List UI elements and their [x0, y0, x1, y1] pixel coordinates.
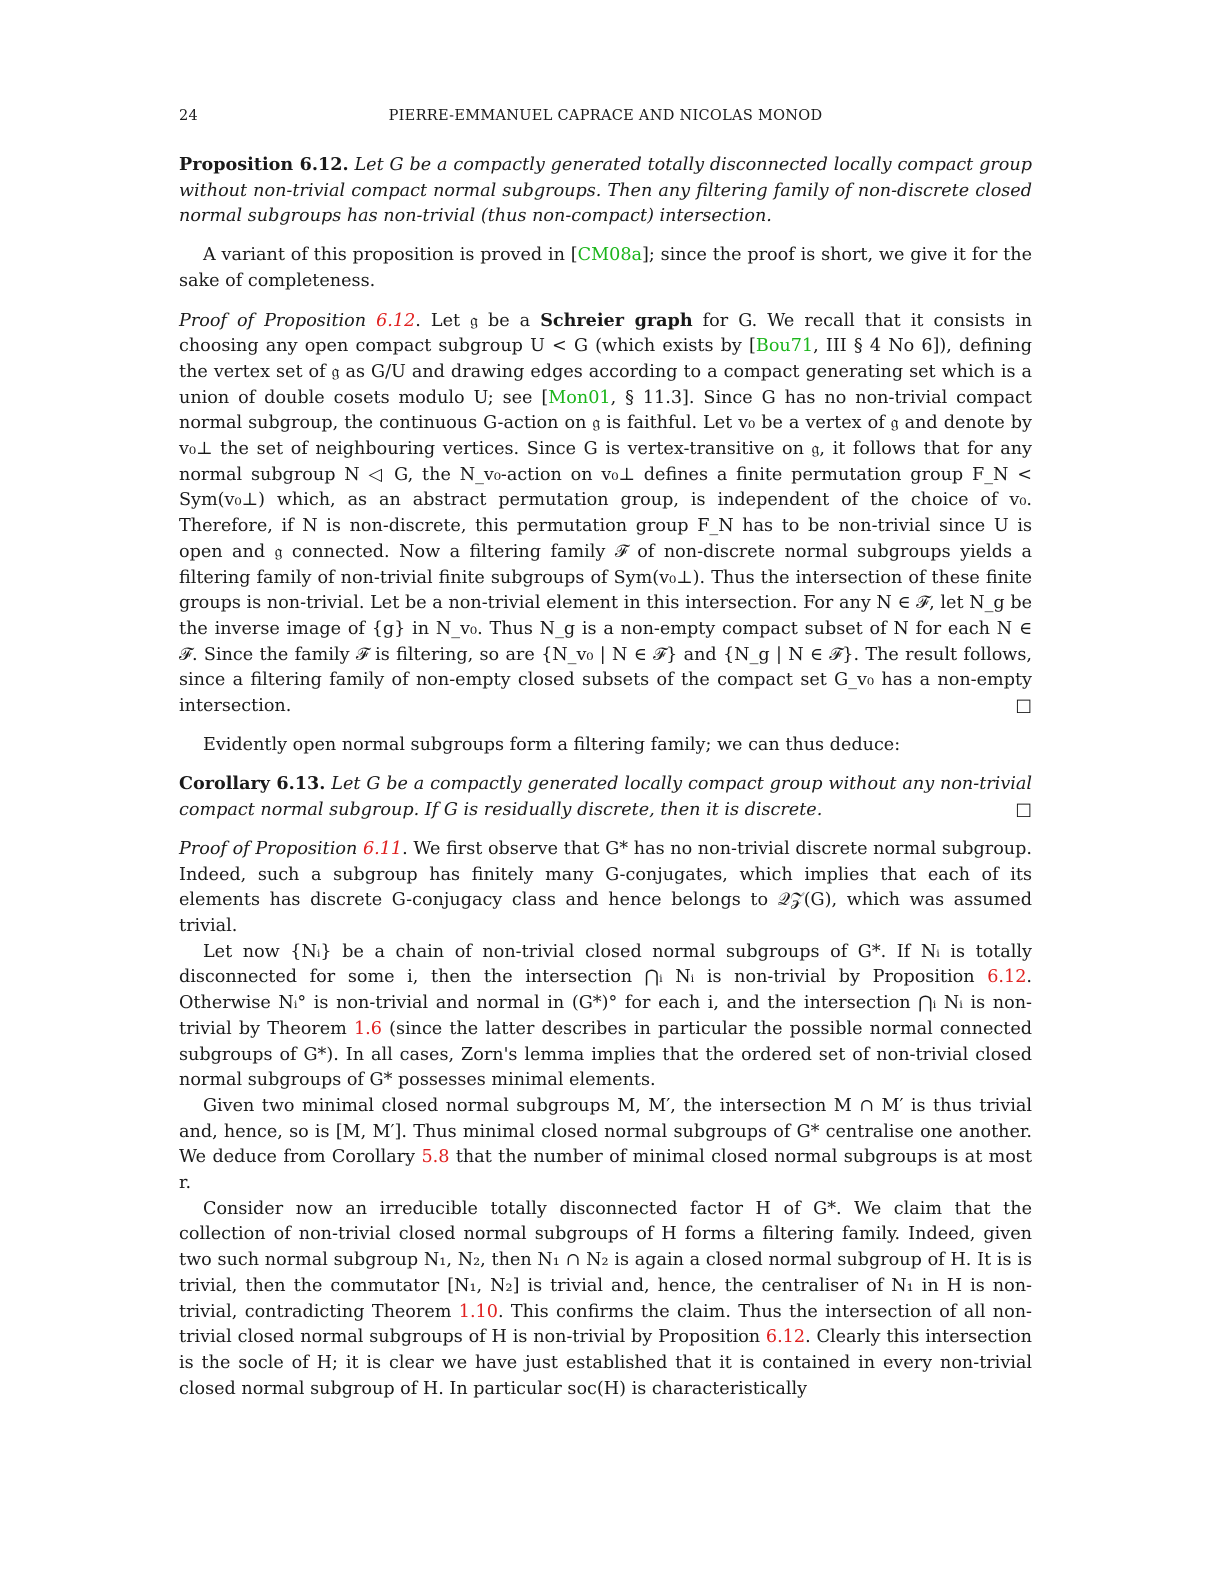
- proposition-label: Proposition 6.12.: [179, 154, 349, 175]
- corollary-6-13: [179, 771, 1032, 823]
- page-number: 24: [179, 108, 199, 124]
- running-title: PIERRE-EMMANUEL CAPRACE AND NICOLAS MONOD: [388, 108, 823, 124]
- proof-label: Proof of Proposition: [179, 310, 367, 331]
- proof-proposition-6-12: [179, 308, 1032, 720]
- evidently-paragraph: Evidently open normal subgroups form a filtering family; we can thus deduce:: [203, 734, 901, 755]
- ref-prop-6-12[interactable]: 6.12: [987, 967, 1027, 988]
- variant-text-1: A variant of this proposition is proved in [: [203, 245, 578, 266]
- ref-prop-6-12[interactable]: 6.12: [765, 1327, 806, 1348]
- proposition-6-12: [179, 152, 1032, 230]
- ref-theorem-1-10[interactable]: 1.10: [458, 1301, 498, 1322]
- proof-text-3: , III § 4 No 6]), defining the vertex set of 𝔤 as G/U and drawing edges according to a compact generating set which is a union of double cosets modulo U; see [: [179, 336, 1033, 408]
- qed-symbol: □: [1015, 800, 1032, 821]
- chain-text-3: (since the latter describes in particular the possible normal connected subgroups of G*). In all cases, Zorn's lemma implies that the ordered set of non-trivial closed normal subgroups of G* possesses minimal elements.: [179, 1018, 1033, 1091]
- corollary-label: Corollary 6.13.: [179, 773, 326, 795]
- proof-label: Proof of Proposition: [179, 838, 358, 859]
- corollary-statement: Let G be a compactly generated locally compact group without any non-trivial compact normal subgroup. If G is residually discrete, then it is discrete.: [179, 774, 1032, 821]
- proof-text-2: for G. We recall that it consists in choosing any open compact subgroup U < G (which exists by [: [179, 310, 1033, 357]
- page: [179, 108, 1032, 1402]
- minimal-text-2: that the number of minimal closed normal subgroups is at most r.: [179, 1147, 1033, 1194]
- variant-text-2: ]; since the proof is short, we give it for the sake of completeness.: [179, 245, 1032, 291]
- proof-text-1: . Let 𝔤 be a: [415, 310, 531, 331]
- proof-text-4: , § 11.3]. Since G has no non-trivial compact normal subgroup, the continuous G-action on 𝔤 is faithful. Let v₀ be a vertex of 𝔤 and denote by v₀⊥ the set of neighbouring vertices. Since G is vertex-transitive on 𝔤, it follows that for any normal subgroup N ◁ G, the N_v₀-action on v₀⊥ defines a finite permutation group F_N < Sym(v₀⊥) which, as an abstract permutation group, is independent of the choice of v₀. Therefore, if N is non-discrete, this permutation group F_N has to be non-trivial since U is open and 𝔤 connected. Now a filtering family ℱ of non-discrete normal subgroups yields a filtering family of non-trivial finite subgroups of Sym(v₀⊥). Thus the intersection of these finite groups is non-trivial. Let be a non-trivial element in this intersection. For any N ∈ ℱ, let N_g be the inverse image of {g} in N_v₀. Thus N_g is a non-empty compact subset of N for each N ∈ ℱ. Since the family ℱ is filtering, so are {N_v₀ | N ∈ ℱ} and {N_g | N ∈ ℱ}. The result follows, since a filtering family of non-empty closed subsets of the compact set G_v₀ has a non-empty intersection.: [179, 387, 1032, 717]
- ref-prop-6-11[interactable]: 6.11: [362, 838, 403, 859]
- term-schreier-graph: Schreier graph: [540, 309, 693, 331]
- ref-theorem-1-6[interactable]: 1.6: [353, 1018, 382, 1039]
- minimal-paragraph: [179, 1094, 1032, 1197]
- citation-bou71[interactable]: Bou71: [755, 336, 814, 357]
- irreducible-text-3: . Clearly this intersection is the socle of H; it is clear we have just established that it is contained in every non-trivial closed normal subgroup of H. In particular soc(H) is characteristically: [179, 1327, 1032, 1399]
- proof-proposition-6-11: [179, 837, 1032, 940]
- chain-paragraph: [179, 940, 1032, 1094]
- chain-text-1: Let now {Nᵢ} be a chain of non-trivial closed normal subgroups of G*. If Nᵢ is totally disconnected for some i, then the intersection ⋂ᵢ Nᵢ is non-trivial by Proposition: [179, 941, 1032, 988]
- qed-symbol: □: [1015, 696, 1032, 717]
- running-head: [179, 108, 1032, 130]
- ref-prop-6-12[interactable]: 6.12: [376, 310, 416, 331]
- citation-mon01[interactable]: Mon01: [548, 387, 611, 408]
- ref-corollary-5-8[interactable]: 5.8: [421, 1147, 450, 1168]
- chain-text-2: . Otherwise Nᵢ° is non-trivial and normal in (G*)° for each i, and the intersection ⋂ᵢ Nᵢ is non-trivial by Theorem: [179, 967, 1032, 1039]
- minimal-text-1: Given two minimal closed normal subgroups M, M′, the intersection M ∩ M′ is thus trivial and, hence, so is [M, M′]. Thus minimal closed normal subgroups of G* centralise one another. We deduce from Corollary: [179, 1095, 1032, 1168]
- body-text: [179, 152, 1032, 1402]
- irreducible-text-2: . This confirms the claim. Thus the intersection of all non-trivial closed normal subgroups of H is non-trivial by Proposition: [179, 1301, 1032, 1348]
- proposition-statement: Let G be a compactly generated totally disconnected locally compact group without non-trivial compact normal subgroups. Then any filtering family of non-discrete closed normal subgroups has non-trivial (thus non-compact) intersection.: [179, 155, 1032, 227]
- citation-cm08a[interactable]: CM08a: [577, 245, 643, 266]
- variant-paragraph: [179, 243, 1032, 294]
- irreducible-text-1: Consider now an irreducible totally disconnected factor H of G*. We claim that the collection of non-trivial closed normal subgroups of H forms a filtering family. Indeed, given two such normal subgroup N₁, N₂, then N₁ ∩ N₂ is again a closed normal subgroup of H. It is is trivial, then the commutator [N₁, N₂] is trivial and, hence, the centraliser of N₁ in H is non-trivial, contradicting Theorem: [179, 1198, 1032, 1322]
- irreducible-paragraph: [179, 1197, 1032, 1403]
- proof-611-text: . We first observe that G* has no non-trivial discrete normal subgroup. Indeed, such a subgroup has finitely many G-conjugates, which implies that each of its elements has discrete G-conjugacy class and hence belongs to 𝒬𝒵(G), which was assumed trivial.: [179, 838, 1032, 936]
